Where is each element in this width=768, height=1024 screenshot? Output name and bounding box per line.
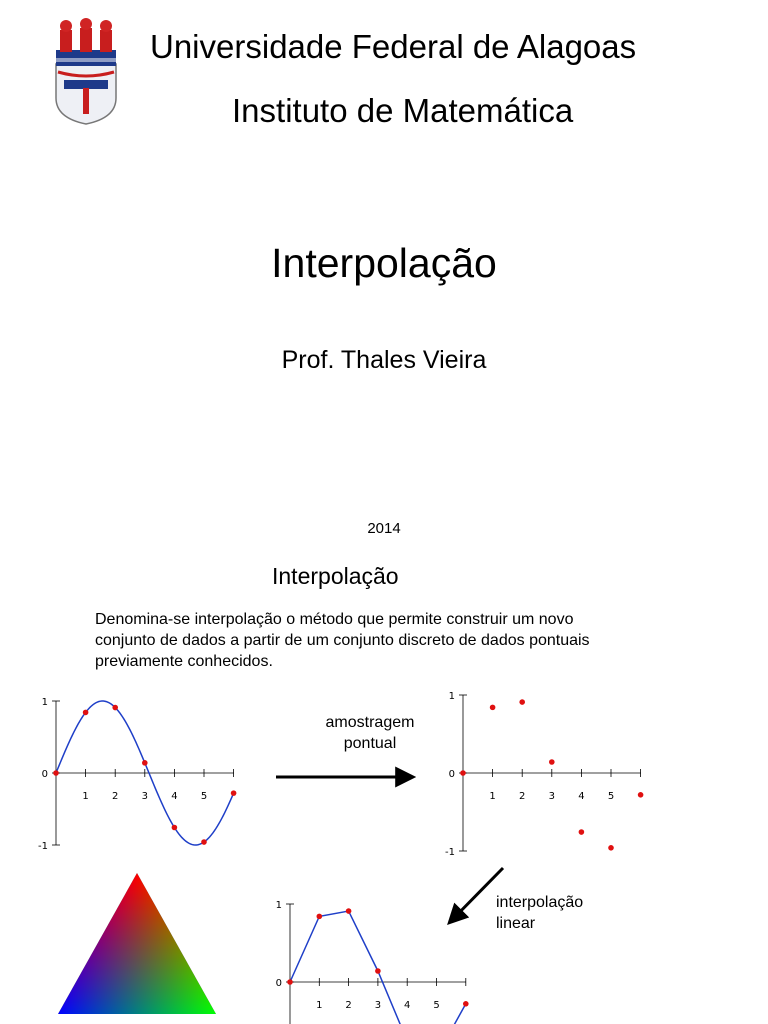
sample-point bbox=[460, 770, 466, 776]
color-triangle bbox=[58, 873, 216, 1014]
sample-point bbox=[83, 710, 89, 716]
x-tick-label: 2 bbox=[345, 1000, 352, 1011]
sample-point bbox=[112, 705, 118, 711]
x-tick-label: 1 bbox=[316, 1000, 323, 1011]
sample-point bbox=[317, 914, 323, 920]
sample-point bbox=[519, 699, 525, 705]
sample-point bbox=[172, 825, 178, 831]
body-line: previamente conhecidos. bbox=[95, 653, 273, 670]
x-tick-label: 3 bbox=[141, 791, 148, 802]
sample-point bbox=[549, 759, 555, 765]
body-line: conjunto de dados a partir de um conjunto discreto de dados pontuais bbox=[95, 632, 590, 649]
y-tick-label: 1 bbox=[275, 900, 282, 911]
sample-point bbox=[346, 908, 352, 914]
x-tick-label: 2 bbox=[519, 791, 526, 802]
y-tick-label: 1 bbox=[448, 691, 455, 702]
institute-name: Instituto de Matemática bbox=[232, 92, 574, 129]
sample-point bbox=[375, 968, 381, 974]
y-tick-label: 0 bbox=[275, 978, 282, 989]
sample-point bbox=[608, 845, 614, 851]
sample-point bbox=[638, 792, 644, 798]
x-tick-label: 1 bbox=[489, 791, 496, 802]
sampling-label-line: pontual bbox=[343, 735, 397, 752]
sampling-label-line: amostragem bbox=[325, 714, 415, 731]
x-tick-label: 3 bbox=[548, 791, 555, 802]
interpolation-label-line: linear bbox=[496, 915, 536, 932]
sample-point bbox=[287, 979, 293, 985]
cover-year: 2014 bbox=[367, 520, 401, 537]
linear-interpolation-plot bbox=[276, 900, 469, 1024]
y-tick-label: -1 bbox=[38, 841, 48, 852]
sample-point bbox=[231, 790, 237, 796]
x-tick-label: 5 bbox=[200, 791, 208, 802]
sample-point bbox=[490, 705, 496, 711]
author-name: Prof. Thales Vieira bbox=[281, 346, 487, 374]
x-tick-label: 3 bbox=[374, 1000, 382, 1011]
x-tick-label: 4 bbox=[171, 791, 178, 802]
continuous-function-plot bbox=[38, 697, 236, 852]
sample-point bbox=[53, 770, 59, 776]
body-line: Denomina-se interpolação o método que permite construir um novo bbox=[95, 611, 574, 628]
cover-title: Interpolação bbox=[271, 240, 497, 286]
sample-point bbox=[201, 839, 207, 845]
y-tick-label: -1 bbox=[445, 847, 455, 858]
interpolation-label-line: interpolação bbox=[496, 894, 584, 911]
x-tick-label: 1 bbox=[82, 791, 89, 802]
x-tick-label: 5 bbox=[433, 1000, 440, 1011]
y-tick-label: 0 bbox=[41, 769, 48, 780]
x-tick-label: 4 bbox=[404, 1000, 411, 1011]
x-tick-label: 4 bbox=[578, 791, 585, 802]
slide-title: Interpolação bbox=[272, 563, 399, 589]
sample-point bbox=[142, 760, 148, 766]
x-tick-label: 5 bbox=[607, 791, 615, 802]
x-tick-label: 2 bbox=[112, 791, 119, 802]
point-samples-plot bbox=[445, 691, 643, 858]
university-name: Universidade Federal de Alagoas bbox=[150, 28, 637, 65]
sample-point bbox=[579, 829, 585, 835]
y-tick-label: 1 bbox=[41, 697, 48, 708]
sample-point bbox=[463, 1001, 469, 1007]
y-tick-label: 0 bbox=[448, 769, 455, 780]
interpolation-arrow bbox=[450, 868, 503, 922]
